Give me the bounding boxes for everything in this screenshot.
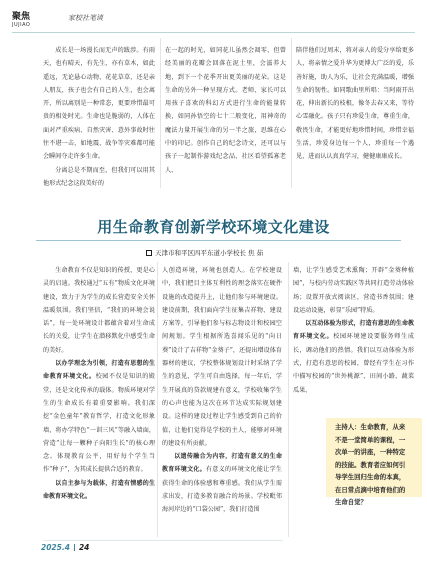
- magazine-brand: [12, 12, 60, 29]
- title-divider: [36, 240, 401, 241]
- paragraph: 陪伴他们过周末，将对亲人的爱分享给更多人，将亲情之爱升华为更博大广泛的爱，乐善好施，助人为乐，让社会充满温暖，增强生命的韧性。如同歌曲里所唱：当阿雨开出花，伸出新长的枝根，像冬去春又来，等待心雪融化。孩子只有珍爱生命，尊重生命，敬畏生命，才能更好地珍惜时间，珍惜幸福生活，珍爱身边每一个人，珍重每一个遇见，进而认认真真学习，健健康康成长。: [296, 47, 414, 161]
- prev-article-column-1: [43, 44, 155, 190]
- footer-separator: [74, 544, 75, 551]
- paragraph-lead: 以互动体验为形式，打造有意思的生命教育环境文化。: [293, 320, 414, 341]
- page-footer: [41, 543, 89, 552]
- article-column-2: [162, 264, 282, 517]
- column-divider: [160, 38, 161, 188]
- paragraph-lead: 以办学理念为引领，打造有思想的生命教育环境文化。: [43, 360, 155, 381]
- header-divider: [12, 32, 415, 33]
- issue-number: 2025.4: [41, 543, 70, 552]
- article-byline: [146, 248, 263, 257]
- prev-article-column-2: [165, 44, 286, 177]
- article-column-3: [293, 264, 414, 397]
- article-column-1: [43, 264, 155, 503]
- column-name: 家校社笔谈: [68, 14, 103, 22]
- paragraph: 人创造环境，环境也创造人。在学校建设中，我们把目主体互利性的理念落实在硬件设施的改造提升上，让他们参与环境建设。建设前期，我们面向学生征集吉祥物、建设方案等，引导他们参与标志物设计和校园空间规划。学生根据所选喜闻乐见的“向日葵”设计了吉祥物“金葵子”，还提出增设体育器材的建议，学校整体规划设计时采纳了学生的意见，学生可自由选择，每一年后，学生开展真的贷款规建有意义，学校收集学生的心声也能为这次在环节达成实际规划建设。这样的建设过程让学生感受到自己的价值，让他们觉得是学校的主人，能够对环境的建设有所贡献。: [162, 267, 282, 447]
- paragraph-text: 生命教育不仅是知识的传授，更是心灵的启迪。我校通过“五有”物质文化环境建设，致力于为学生的成长营造安全关怀温暖氛围。我们坚信，“我们的环境会说话”，每一处环境设计都蕴含着对生命成长的关爱，让学生在潜移默化中感受生命的美好。: [43, 267, 155, 354]
- paragraph: [43, 477, 155, 504]
- paragraph: 分离总是不期而至，但我们可以用其他形式纪念这段美好的: [43, 166, 155, 187]
- paragraph: [43, 357, 155, 477]
- footer-divider: [43, 540, 283, 541]
- prev-article-column-3: [296, 44, 414, 164]
- paragraph: [162, 450, 282, 516]
- column-divider: [157, 262, 158, 537]
- paragraph-text: 有意义的环境文化能让学生获得生命的体验感和尊重感。我们从学生需求出发，打造多教育融合的场景。学校毗邻海河岸边的“口袋公园”，我们打造围: [162, 466, 282, 514]
- brand-subtitle: JUJIAO: [12, 22, 31, 28]
- pull-quote-text: 主持人：生命教育，从来不是一堂简单的课程，一次单一的讲座，一种特定的技能。教育者应如何引导学生回归生命的本真，在日常点滴中培育他们的生命自觉？: [335, 423, 406, 506]
- paragraph: [293, 317, 414, 397]
- paragraph: 墙，让学生感受艺术熏陶；开辟“金葵种植园”，与校内劳动实践区等共同打造劳动体验场；设置开放式阅读区，营造书香氛围；建设运动设施，彰显“乐园”特质。: [293, 267, 414, 314]
- column-divider: [288, 262, 289, 537]
- paragraph-lead: 以遗传融合为内容，打造有意义的生命教育环境文化。: [162, 453, 282, 474]
- paragraph: 在一起的时光，如同花儿虽然会凋零，但曾经美丽的花瓣会回落在泥土里，会滋养大地，到下一个花季开出更美丽的花朵。这是生命的另外一种呈现方式。老师、家长可以用孩子喜欢的科幻方式进行生命的能量转换，如同孙悟空的七十二般变化，用神奇的魔法力量开展生命的另一半之旅，思维在心中的印记。创作自己的纪念诗文，还可以与孩子一起制作游戏纪念品、社区看望孤寡老人、: [165, 47, 286, 174]
- byline-text: 天津市和平区四平东道小学校长 焦 茹: [155, 249, 264, 257]
- brand-title: 聚焦: [12, 12, 31, 22]
- paragraph-lead: 以自主参与为载体，打造有情感的生命教育环境文化。: [43, 479, 155, 501]
- square-bullet-icon: [146, 250, 152, 256]
- paragraph: [43, 264, 155, 357]
- paragraph-text: 校园环境建设要服务师生成长，调动他们的热情。我们以互动体验为形式，打造有意思的校园，曾经有学生在习作中描写校园的“世外桃源”、田间小路、蔬菜瓜果、: [293, 333, 414, 394]
- paragraph: 成长是一场漫长而无声的跋涉。有雨天，也有晴天，有先生，亦有草木，如此遥远，无论悬心动物、花花草草，还是亲人朋友，孩子也会有自己的人生，也会离开，所以离别是一种常态，更要珍惜最可贵的相处时光。生命也是脆弱的，人体在面对严重疾病、自然灾害、意外事故时往往不堪一击，如地震、战争等灾难都可能会瞬间夺走许多生命。: [43, 47, 155, 161]
- article-title: 用生命教育创新学校环境文化建设: [97, 218, 330, 236]
- paragraph-text: 校园不仅是知识的殿堂，还是文化传承的载体。物质环境对学生的生命成长有着重要影响。我们深挖“金色童年”教育哲学，打造文化形象墙，将办学特色“一训三风”等融入墙面，营造“让每一颗种子向阳生长”的核心理念。体现教育公平，用好每个学生当作“种子”，为其成长提供合适的教育。: [43, 373, 155, 474]
- column-divider: [291, 38, 292, 188]
- page-number: 24: [78, 543, 90, 552]
